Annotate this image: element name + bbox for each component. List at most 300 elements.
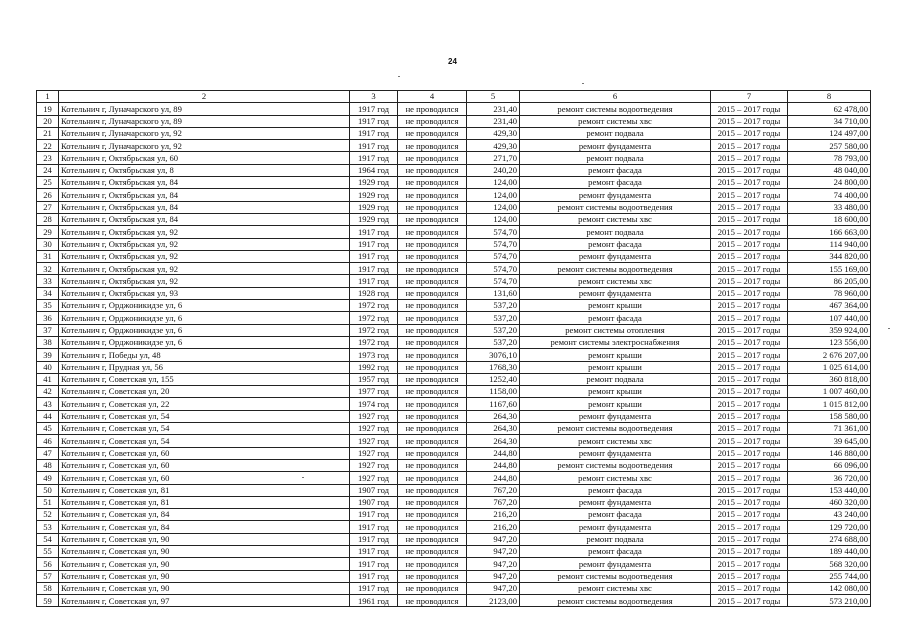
- work-type-cell: ремонт системы водоотведения: [520, 263, 711, 275]
- last-repair-cell: не проводился: [398, 238, 467, 250]
- area-cell: 244,80: [467, 447, 520, 459]
- table-row: [37, 435, 871, 447]
- row-number: 54: [37, 533, 59, 545]
- cost-cell: 48 040,00: [788, 164, 871, 176]
- period-cell: 2015 – 2017 годы: [711, 127, 788, 139]
- cost-cell: 114 940,00: [788, 238, 871, 250]
- row-number: 53: [37, 521, 59, 533]
- row-number: 42: [37, 386, 59, 398]
- period-cell: 2015 – 2017 годы: [711, 582, 788, 594]
- area-cell: 231,40: [467, 115, 520, 127]
- address-cell: Котельнич г, Советская ул, 84: [59, 521, 350, 533]
- area-cell: 574,70: [467, 275, 520, 287]
- work-type-cell: ремонт фундамента: [520, 140, 711, 152]
- row-number: 59: [37, 595, 59, 607]
- table-row: [37, 250, 871, 262]
- table-row: [37, 545, 871, 557]
- table-row: [37, 496, 871, 508]
- last-repair-cell: не проводился: [398, 570, 467, 582]
- last-repair-cell: не проводился: [398, 177, 467, 189]
- table-row: [37, 582, 871, 594]
- table-row: [37, 398, 871, 410]
- build-year-cell: 1917 год: [350, 521, 398, 533]
- work-type-cell: ремонт подвала: [520, 226, 711, 238]
- last-repair-cell: не проводился: [398, 336, 467, 348]
- table-row: [37, 570, 871, 582]
- work-type-cell: ремонт подвала: [520, 533, 711, 545]
- address-cell: Котельнич г, Октябрьская ул, 92: [59, 263, 350, 275]
- area-cell: 429,30: [467, 127, 520, 139]
- table-row: [37, 300, 871, 312]
- row-number: 57: [37, 570, 59, 582]
- period-cell: 2015 – 2017 годы: [711, 275, 788, 287]
- work-type-cell: ремонт крыши: [520, 398, 711, 410]
- address-cell: Котельнич г, Советская ул, 81: [59, 496, 350, 508]
- period-cell: 2015 – 2017 годы: [711, 545, 788, 557]
- table-body: [37, 103, 871, 607]
- last-repair-cell: не проводился: [398, 423, 467, 435]
- build-year-cell: 1992 год: [350, 361, 398, 373]
- address-cell: Котельнич г, Луначарского ул, 92: [59, 127, 350, 139]
- row-number: 34: [37, 287, 59, 299]
- last-repair-cell: не проводился: [398, 103, 467, 115]
- period-cell: 2015 – 2017 годы: [711, 263, 788, 275]
- table-row: [37, 238, 871, 250]
- last-repair-cell: не проводился: [398, 459, 467, 471]
- build-year-cell: 1927 год: [350, 423, 398, 435]
- last-repair-cell: не проводился: [398, 287, 467, 299]
- row-number: 29: [37, 226, 59, 238]
- period-cell: 2015 – 2017 годы: [711, 521, 788, 533]
- address-cell: Котельнич г, Октябрьская ул, 84: [59, 213, 350, 225]
- column-header: 5: [467, 91, 520, 103]
- cost-cell: 344 820,00: [788, 250, 871, 262]
- cost-cell: 359 924,00: [788, 324, 871, 336]
- build-year-cell: 1957 год: [350, 373, 398, 385]
- row-number: 22: [37, 140, 59, 152]
- cost-cell: 189 440,00: [788, 545, 871, 557]
- cost-cell: 274 688,00: [788, 533, 871, 545]
- area-cell: 574,70: [467, 226, 520, 238]
- row-number: 21: [37, 127, 59, 139]
- area-cell: 124,00: [467, 189, 520, 201]
- address-cell: Котельнич г, Советская ул, 155: [59, 373, 350, 385]
- address-cell: Котельнич г, Прудная ул, 56: [59, 361, 350, 373]
- row-number: 45: [37, 423, 59, 435]
- address-cell: Котельнич г, Советская ул, 84: [59, 509, 350, 521]
- cost-cell: 18 600,00: [788, 213, 871, 225]
- table-row: [37, 459, 871, 471]
- table-row: [37, 423, 871, 435]
- table-row: [37, 312, 871, 324]
- cost-cell: 36 720,00: [788, 472, 871, 484]
- work-type-cell: ремонт фундамента: [520, 287, 711, 299]
- period-cell: 2015 – 2017 годы: [711, 349, 788, 361]
- row-number: 44: [37, 410, 59, 422]
- address-cell: Котельнич г, Октябрьская ул, 84: [59, 189, 350, 201]
- last-repair-cell: не проводился: [398, 447, 467, 459]
- build-year-cell: 1974 год: [350, 398, 398, 410]
- period-cell: 2015 – 2017 годы: [711, 115, 788, 127]
- cost-cell: 24 800,00: [788, 177, 871, 189]
- area-cell: 574,70: [467, 263, 520, 275]
- cost-cell: 146 880,00: [788, 447, 871, 459]
- period-cell: 2015 – 2017 годы: [711, 324, 788, 336]
- address-cell: Котельнич г, Орджоникидзе ул, 6: [59, 336, 350, 348]
- work-type-cell: ремонт фундамента: [520, 558, 711, 570]
- address-cell: Котельнич г, Советская ул, 54: [59, 410, 350, 422]
- area-cell: 574,70: [467, 238, 520, 250]
- cost-cell: 129 720,00: [788, 521, 871, 533]
- address-cell: Котельнич г, Советская ул, 90: [59, 570, 350, 582]
- cost-cell: 255 744,00: [788, 570, 871, 582]
- area-cell: 124,00: [467, 213, 520, 225]
- period-cell: 2015 – 2017 годы: [711, 226, 788, 238]
- row-number: 20: [37, 115, 59, 127]
- build-year-cell: 1917 год: [350, 275, 398, 287]
- build-year-cell: 1929 год: [350, 213, 398, 225]
- address-cell: Котельнич г, Орджоникидзе ул, 6: [59, 300, 350, 312]
- build-year-cell: 1972 год: [350, 300, 398, 312]
- cost-cell: 86 205,00: [788, 275, 871, 287]
- area-cell: 264,30: [467, 435, 520, 447]
- last-repair-cell: не проводился: [398, 545, 467, 557]
- cost-cell: 573 210,00: [788, 595, 871, 607]
- build-year-cell: 1927 год: [350, 435, 398, 447]
- last-repair-cell: не проводился: [398, 496, 467, 508]
- build-year-cell: 1917 год: [350, 263, 398, 275]
- cost-cell: 33 480,00: [788, 201, 871, 213]
- address-cell: Котельнич г, Советская ул, 22: [59, 398, 350, 410]
- address-cell: Котельнич г, Советская ул, 60: [59, 459, 350, 471]
- cost-cell: 153 440,00: [788, 484, 871, 496]
- address-cell: Котельнич г, Советская ул, 54: [59, 423, 350, 435]
- column-header: 7: [711, 91, 788, 103]
- build-year-cell: 1928 год: [350, 287, 398, 299]
- period-cell: 2015 – 2017 годы: [711, 386, 788, 398]
- row-number: 27: [37, 201, 59, 213]
- address-cell: Котельнич г, Луначарского ул, 89: [59, 115, 350, 127]
- area-cell: 124,00: [467, 201, 520, 213]
- row-number: 47: [37, 447, 59, 459]
- cost-cell: 71 361,00: [788, 423, 871, 435]
- table-row: [37, 336, 871, 348]
- last-repair-cell: не проводился: [398, 213, 467, 225]
- period-cell: 2015 – 2017 годы: [711, 300, 788, 312]
- last-repair-cell: не проводился: [398, 533, 467, 545]
- address-cell: Котельнич г, Октябрьская ул, 84: [59, 177, 350, 189]
- row-number: 40: [37, 361, 59, 373]
- period-cell: 2015 – 2017 годы: [711, 213, 788, 225]
- cost-cell: 78 960,00: [788, 287, 871, 299]
- work-type-cell: ремонт подвала: [520, 152, 711, 164]
- row-number: 36: [37, 312, 59, 324]
- header-row: [37, 91, 871, 103]
- row-number: 48: [37, 459, 59, 471]
- work-type-cell: ремонт фундамента: [520, 189, 711, 201]
- build-year-cell: 1927 год: [350, 410, 398, 422]
- area-cell: 216,20: [467, 521, 520, 533]
- address-cell: Котельнич г, Октябрьская ул, 93: [59, 287, 350, 299]
- period-cell: 2015 – 2017 годы: [711, 312, 788, 324]
- work-type-cell: ремонт системы водоотведения: [520, 570, 711, 582]
- row-number: 58: [37, 582, 59, 594]
- row-number: 32: [37, 263, 59, 275]
- build-year-cell: 1917 год: [350, 140, 398, 152]
- row-number: 43: [37, 398, 59, 410]
- address-cell: Котельнич г, Октябрьская ул, 92: [59, 226, 350, 238]
- work-type-cell: ремонт системы хвс: [520, 275, 711, 287]
- address-cell: Котельнич г, Советская ул, 97: [59, 595, 350, 607]
- area-cell: 271,70: [467, 152, 520, 164]
- page-number: 24: [448, 57, 457, 66]
- area-cell: 537,20: [467, 324, 520, 336]
- work-type-cell: ремонт фундамента: [520, 250, 711, 262]
- address-cell: Котельнич г, Орджоникидзе ул, 6: [59, 312, 350, 324]
- work-type-cell: ремонт подвала: [520, 127, 711, 139]
- address-cell: Котельнич г, Советская ул, 90: [59, 582, 350, 594]
- last-repair-cell: не проводился: [398, 386, 467, 398]
- period-cell: 2015 – 2017 годы: [711, 558, 788, 570]
- work-type-cell: ремонт фасада: [520, 177, 711, 189]
- address-cell: Котельнич г, Луначарского ул, 89: [59, 103, 350, 115]
- table-row: [37, 410, 871, 422]
- work-type-cell: ремонт фундамента: [520, 410, 711, 422]
- column-header: 6: [520, 91, 711, 103]
- address-cell: Котельнич г, Советская ул, 90: [59, 533, 350, 545]
- period-cell: 2015 – 2017 годы: [711, 423, 788, 435]
- cost-cell: 62 478,00: [788, 103, 871, 115]
- last-repair-cell: не проводился: [398, 164, 467, 176]
- work-type-cell: ремонт системы водоотведения: [520, 459, 711, 471]
- build-year-cell: 1927 год: [350, 447, 398, 459]
- last-repair-cell: не проводился: [398, 361, 467, 373]
- area-cell: 1158,00: [467, 386, 520, 398]
- row-number: 56: [37, 558, 59, 570]
- build-year-cell: 1917 год: [350, 509, 398, 521]
- build-year-cell: 1929 год: [350, 201, 398, 213]
- table-row: [37, 509, 871, 521]
- period-cell: 2015 – 2017 годы: [711, 152, 788, 164]
- work-type-cell: ремонт системы водоотведения: [520, 103, 711, 115]
- cost-cell: 2 676 207,00: [788, 349, 871, 361]
- period-cell: 2015 – 2017 годы: [711, 361, 788, 373]
- work-type-cell: ремонт фасада: [520, 545, 711, 557]
- work-type-cell: ремонт фасада: [520, 312, 711, 324]
- address-cell: Котельнич г, Октябрьская ул, 8: [59, 164, 350, 176]
- last-repair-cell: не проводился: [398, 275, 467, 287]
- address-cell: Котельнич г, Октябрьская ул, 60: [59, 152, 350, 164]
- table-row: [37, 595, 871, 607]
- address-cell: Котельнич г, Октябрьская ул, 92: [59, 238, 350, 250]
- table-row: [37, 115, 871, 127]
- work-type-cell: ремонт подвала: [520, 373, 711, 385]
- last-repair-cell: не проводился: [398, 115, 467, 127]
- period-cell: 2015 – 2017 годы: [711, 140, 788, 152]
- build-year-cell: 1964 год: [350, 164, 398, 176]
- work-type-cell: ремонт системы электроснабжения: [520, 336, 711, 348]
- period-cell: 2015 – 2017 годы: [711, 595, 788, 607]
- column-header: 2: [59, 91, 350, 103]
- cost-cell: 166 663,00: [788, 226, 871, 238]
- cost-cell: 39 645,00: [788, 435, 871, 447]
- period-cell: 2015 – 2017 годы: [711, 250, 788, 262]
- table-row: [37, 127, 871, 139]
- last-repair-cell: не проводился: [398, 521, 467, 533]
- cost-cell: 142 080,00: [788, 582, 871, 594]
- column-header: 8: [788, 91, 871, 103]
- build-year-cell: 1973 год: [350, 349, 398, 361]
- cost-cell: 124 497,00: [788, 127, 871, 139]
- area-cell: 537,20: [467, 336, 520, 348]
- last-repair-cell: не проводился: [398, 472, 467, 484]
- address-cell: Котельнич г, Советская ул, 60: [59, 472, 350, 484]
- period-cell: 2015 – 2017 годы: [711, 447, 788, 459]
- table-row: [37, 484, 871, 496]
- last-repair-cell: не проводился: [398, 127, 467, 139]
- table-row: [37, 373, 871, 385]
- table-row: [37, 201, 871, 213]
- work-type-cell: ремонт системы хвс: [520, 115, 711, 127]
- cost-cell: 107 440,00: [788, 312, 871, 324]
- row-number: 24: [37, 164, 59, 176]
- address-cell: Котельнич г, Советская ул, 81: [59, 484, 350, 496]
- work-type-cell: ремонт фундамента: [520, 447, 711, 459]
- address-cell: Котельнич г, Советская ул, 20: [59, 386, 350, 398]
- build-year-cell: 1917 год: [350, 127, 398, 139]
- table-row: [37, 447, 871, 459]
- work-type-cell: ремонт фундамента: [520, 496, 711, 508]
- area-cell: 947,20: [467, 558, 520, 570]
- period-cell: 2015 – 2017 годы: [711, 177, 788, 189]
- table-row: [37, 164, 871, 176]
- row-number: 19: [37, 103, 59, 115]
- table-row: [37, 533, 871, 545]
- area-cell: 264,30: [467, 410, 520, 422]
- period-cell: 2015 – 2017 годы: [711, 472, 788, 484]
- work-type-cell: ремонт крыши: [520, 361, 711, 373]
- period-cell: 2015 – 2017 годы: [711, 189, 788, 201]
- row-number: 33: [37, 275, 59, 287]
- work-type-cell: ремонт крыши: [520, 386, 711, 398]
- cost-cell: 66 096,00: [788, 459, 871, 471]
- table-row: [37, 521, 871, 533]
- build-year-cell: 1907 год: [350, 484, 398, 496]
- address-cell: Котельнич г, Луначарского ул, 92: [59, 140, 350, 152]
- build-year-cell: 1907 год: [350, 496, 398, 508]
- row-number: 49: [37, 472, 59, 484]
- cost-cell: 568 320,00: [788, 558, 871, 570]
- work-type-cell: ремонт крыши: [520, 300, 711, 312]
- work-type-cell: ремонт системы хвс: [520, 582, 711, 594]
- address-cell: Котельнич г, Октябрьская ул, 84: [59, 201, 350, 213]
- table-row: [37, 386, 871, 398]
- table-row: [37, 226, 871, 238]
- build-year-cell: 1917 год: [350, 238, 398, 250]
- area-cell: 947,20: [467, 570, 520, 582]
- table-row: [37, 275, 871, 287]
- work-type-cell: ремонт фасада: [520, 509, 711, 521]
- last-repair-cell: не проводился: [398, 349, 467, 361]
- work-type-cell: ремонт системы хвс: [520, 472, 711, 484]
- last-repair-cell: не проводился: [398, 312, 467, 324]
- last-repair-cell: не проводился: [398, 263, 467, 275]
- period-cell: 2015 – 2017 годы: [711, 410, 788, 422]
- area-cell: 1167,60: [467, 398, 520, 410]
- cost-cell: 43 240,00: [788, 509, 871, 521]
- last-repair-cell: не проводился: [398, 595, 467, 607]
- last-repair-cell: не проводился: [398, 398, 467, 410]
- work-type-cell: ремонт фасада: [520, 238, 711, 250]
- last-repair-cell: не проводился: [398, 558, 467, 570]
- cost-cell: 1 007 460,00: [788, 386, 871, 398]
- last-repair-cell: не проводился: [398, 484, 467, 496]
- build-year-cell: 1917 год: [350, 103, 398, 115]
- area-cell: 1252,40: [467, 373, 520, 385]
- last-repair-cell: не проводился: [398, 509, 467, 521]
- area-cell: 767,20: [467, 484, 520, 496]
- address-cell: Котельнич г, Советская ул, 60: [59, 447, 350, 459]
- address-cell: Котельнич г, Орджоникидзе ул, 6: [59, 324, 350, 336]
- period-cell: 2015 – 2017 годы: [711, 509, 788, 521]
- area-cell: 216,20: [467, 509, 520, 521]
- scan-speck: [888, 328, 890, 329]
- area-cell: 240,20: [467, 164, 520, 176]
- table-row: [37, 213, 871, 225]
- last-repair-cell: не проводился: [398, 201, 467, 213]
- work-type-cell: ремонт фасада: [520, 484, 711, 496]
- row-number: 41: [37, 373, 59, 385]
- table-row: [37, 152, 871, 164]
- row-number: 23: [37, 152, 59, 164]
- work-type-cell: ремонт системы хвс: [520, 213, 711, 225]
- area-cell: 244,80: [467, 472, 520, 484]
- area-cell: 124,00: [467, 177, 520, 189]
- row-number: 26: [37, 189, 59, 201]
- row-number: 35: [37, 300, 59, 312]
- table-row: [37, 361, 871, 373]
- row-number: 46: [37, 435, 59, 447]
- last-repair-cell: не проводился: [398, 250, 467, 262]
- area-cell: 131,60: [467, 287, 520, 299]
- build-year-cell: 1917 год: [350, 226, 398, 238]
- cost-cell: 257 580,00: [788, 140, 871, 152]
- period-cell: 2015 – 2017 годы: [711, 287, 788, 299]
- work-type-cell: ремонт системы хвс: [520, 435, 711, 447]
- build-year-cell: 1917 год: [350, 558, 398, 570]
- period-cell: 2015 – 2017 годы: [711, 496, 788, 508]
- area-cell: 231,40: [467, 103, 520, 115]
- row-number: 37: [37, 324, 59, 336]
- cost-cell: 1 025 614,00: [788, 361, 871, 373]
- period-cell: 2015 – 2017 годы: [711, 398, 788, 410]
- build-year-cell: 1972 год: [350, 324, 398, 336]
- last-repair-cell: не проводился: [398, 324, 467, 336]
- row-number: 39: [37, 349, 59, 361]
- build-year-cell: 1977 год: [350, 386, 398, 398]
- cost-cell: 460 320,00: [788, 496, 871, 508]
- build-year-cell: 1927 год: [350, 459, 398, 471]
- capital-repair-table: [36, 90, 871, 607]
- area-cell: 2123,00: [467, 595, 520, 607]
- work-type-cell: ремонт фасада: [520, 164, 711, 176]
- address-cell: Котельнич г, Советская ул, 90: [59, 545, 350, 557]
- cost-cell: 155 169,00: [788, 263, 871, 275]
- row-number: 51: [37, 496, 59, 508]
- area-cell: 947,20: [467, 533, 520, 545]
- work-type-cell: ремонт системы водоотведения: [520, 595, 711, 607]
- last-repair-cell: не проводился: [398, 152, 467, 164]
